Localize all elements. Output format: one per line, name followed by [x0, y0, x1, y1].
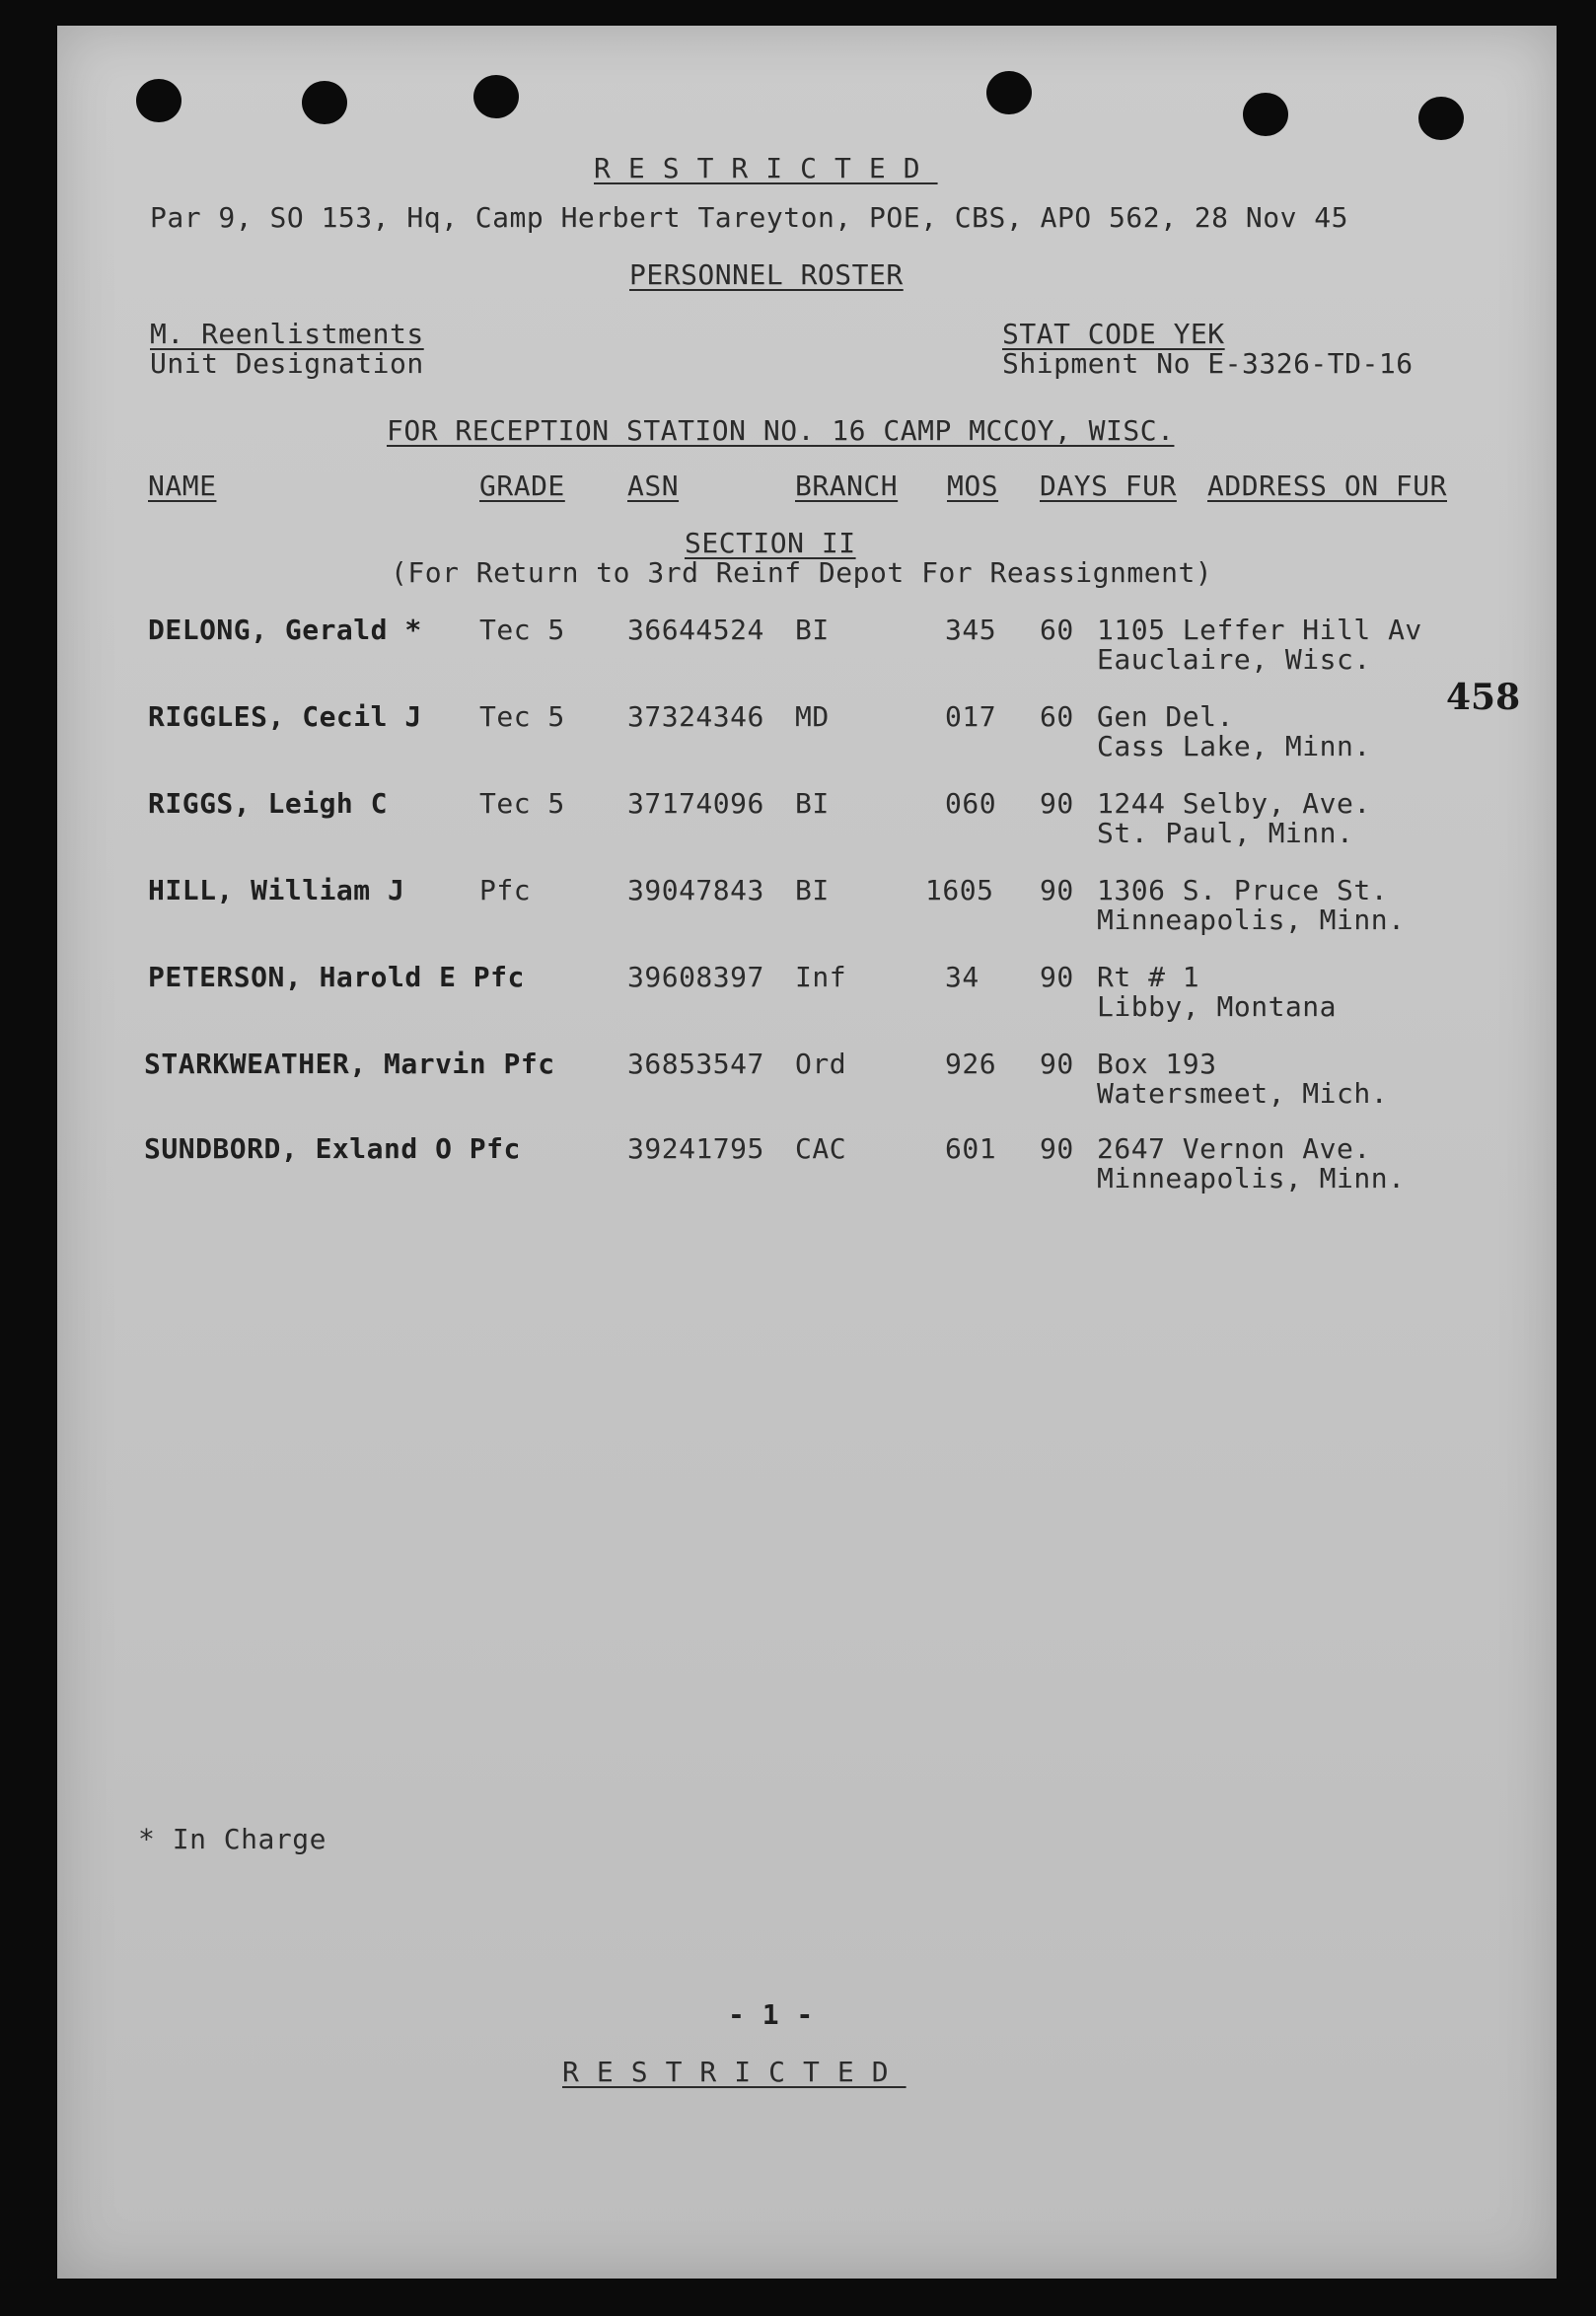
- row-days-fur: 60: [1040, 700, 1074, 733]
- row-address-line1: 1244 Selby, Ave.: [1097, 787, 1371, 820]
- column-header-days-fur: DAYS FUR: [1040, 470, 1177, 502]
- row-asn: 39241795: [627, 1132, 764, 1165]
- punch-hole: [1243, 93, 1288, 136]
- row-address-line2: Cass Lake, Minn.: [1097, 730, 1371, 762]
- punch-hole: [1418, 97, 1464, 140]
- row-grade: Tec 5: [479, 700, 565, 733]
- row-branch: BI: [795, 787, 830, 820]
- row-name: PETERSON, Harold E Pfc: [148, 961, 525, 993]
- row-address-line2: St. Paul, Minn.: [1097, 817, 1354, 849]
- row-name: DELONG, Gerald *: [148, 614, 422, 646]
- column-header-name: NAME: [148, 470, 217, 502]
- row-grade: Tec 5: [479, 614, 565, 646]
- row-days-fur: 90: [1040, 787, 1074, 820]
- row-name: STARKWEATHER, Marvin Pfc: [144, 1048, 555, 1080]
- column-header-address: ADDRESS ON FUR: [1207, 470, 1448, 502]
- row-branch: BI: [795, 614, 830, 646]
- row-branch: CAC: [795, 1132, 847, 1165]
- row-asn: 36644524: [627, 614, 764, 646]
- row-address-line1: Box 193: [1097, 1048, 1217, 1080]
- row-days-fur: 90: [1040, 874, 1074, 906]
- row-asn: 37324346: [627, 700, 764, 733]
- row-mos: 060: [945, 787, 997, 820]
- row-name: HILL, William J: [148, 874, 405, 906]
- row-address-line2: Eauclaire, Wisc.: [1097, 643, 1371, 676]
- row-address-line2: Watersmeet, Mich.: [1097, 1077, 1389, 1110]
- unit-line-1: M. Reenlistments: [150, 318, 424, 350]
- column-header-asn: ASN: [627, 470, 680, 502]
- row-address-line2: Minneapolis, Minn.: [1097, 1162, 1406, 1194]
- row-asn: 39608397: [627, 961, 764, 993]
- roster-page: [57, 26, 1557, 2279]
- column-header-branch: BRANCH: [795, 470, 899, 502]
- row-days-fur: 90: [1040, 1132, 1074, 1165]
- row-mos: 017: [945, 700, 997, 733]
- row-days-fur: 90: [1040, 961, 1074, 993]
- row-address-line1: Gen Del.: [1097, 700, 1234, 733]
- row-branch: Inf: [795, 961, 847, 993]
- row-address-line2: Minneapolis, Minn.: [1097, 904, 1406, 936]
- roster-title: PERSONNEL ROSTER: [629, 258, 904, 291]
- page-number: - 1 -: [728, 1998, 814, 2031]
- row-asn: 39047843: [627, 874, 764, 906]
- section-title: SECTION II: [685, 527, 856, 559]
- punch-hole: [136, 79, 181, 122]
- row-mos: 1605: [925, 874, 994, 906]
- row-days-fur: 90: [1040, 1048, 1074, 1080]
- column-header-mos: MOS: [947, 470, 999, 502]
- shipment-number: Shipment No E-3326-TD-16: [1002, 347, 1414, 380]
- row-grade: Tec 5: [479, 787, 565, 820]
- stamped-page-number: 458: [1446, 677, 1521, 718]
- row-mos: 601: [945, 1132, 997, 1165]
- row-name: RIGGLES, Cecil J: [148, 700, 422, 733]
- row-address-line1: 1306 S. Pruce St.: [1097, 874, 1389, 906]
- row-address-line1: 1105 Leffer Hill Av: [1097, 614, 1422, 646]
- row-mos: 926: [945, 1048, 997, 1080]
- punch-hole: [302, 81, 347, 124]
- order-line: Par 9, SO 153, Hq, Camp Herbert Tareyton, POE, CBS, APO 562, 28 Nov 45: [150, 201, 1349, 234]
- unit-designation-label: Unit Designation: [150, 347, 424, 380]
- row-branch: Ord: [795, 1048, 847, 1080]
- row-address-line1: Rt # 1: [1097, 961, 1200, 993]
- row-branch: MD: [795, 700, 830, 733]
- row-name: RIGGS, Leigh C: [148, 787, 389, 820]
- punch-hole: [473, 75, 519, 118]
- column-header-grade: GRADE: [479, 470, 565, 502]
- row-branch: BI: [795, 874, 830, 906]
- row-days-fur: 60: [1040, 614, 1074, 646]
- section-subtitle: (For Return to 3rd Reinf Depot For Reassignment): [391, 556, 1213, 589]
- row-address-line2: Libby, Montana: [1097, 990, 1338, 1023]
- stat-code: STAT CODE YEK: [1002, 318, 1225, 350]
- row-grade: Pfc: [479, 874, 532, 906]
- row-mos: 34: [945, 961, 979, 993]
- row-address-line1: 2647 Vernon Ave.: [1097, 1132, 1371, 1165]
- row-asn: 36853547: [627, 1048, 764, 1080]
- footnote: * In Charge: [138, 1823, 326, 1855]
- punch-hole: [986, 71, 1032, 114]
- row-mos: 345: [945, 614, 997, 646]
- classification-bottom: RESTRICTED: [562, 2056, 907, 2088]
- row-name: SUNDBORD, Exland O Pfc: [144, 1132, 521, 1165]
- reception-station-line: FOR RECEPTION STATION NO. 16 CAMP MCCOY, WISC.: [387, 414, 1175, 447]
- row-asn: 37174096: [627, 787, 764, 820]
- classification-top: RESTRICTED: [594, 152, 938, 184]
